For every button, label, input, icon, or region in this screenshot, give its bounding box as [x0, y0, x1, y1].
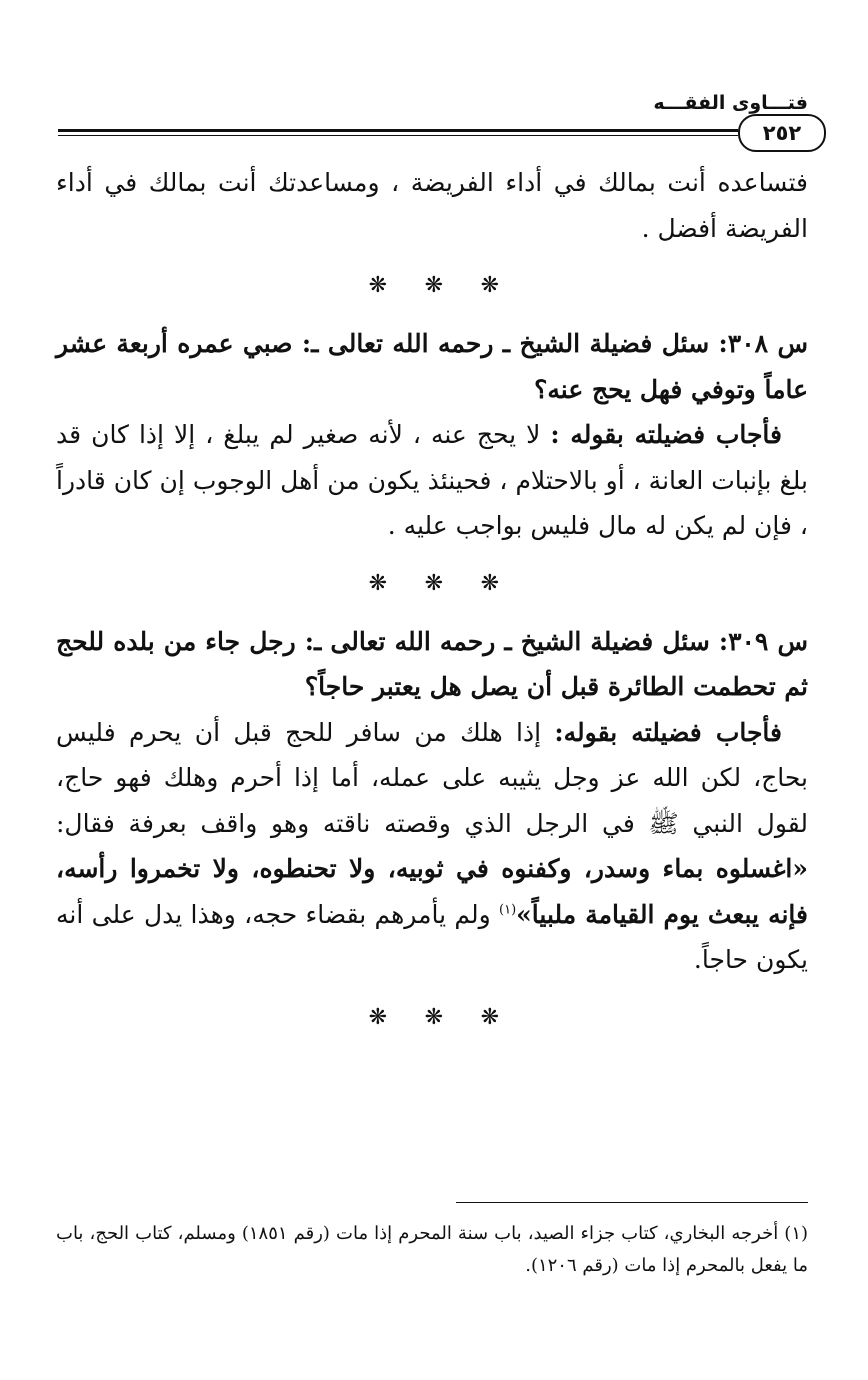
section-separator: [56, 549, 808, 619]
intro-paragraph: فتساعده أنت بمالك في أداء الفريضة ، ومساعدتك أنت بمالك في أداء الفريضة أفضل .: [56, 168, 808, 243]
page-body: [56, 160, 808, 1053]
header-rule-thin: [58, 135, 738, 136]
footnote-rule: [456, 1202, 808, 1203]
star-ornament-icon: ❋: [368, 570, 387, 596]
footnotes: [56, 1218, 808, 1282]
answer-label: فأجاب فضيلته بقوله :: [550, 420, 782, 449]
header-rule: [58, 129, 738, 132]
question-308: س ٣٠٨: سئل فضيلة الشيخ ـ رحمه الله تعالى ـ: صبي عمره أربعة عشر عاماً وتوفي فهل يحج عنه؟: [56, 329, 808, 404]
star-ornament-icon: ❋: [480, 273, 499, 299]
answer-text: لا يحج عنه ، لأنه صغير لم يبلغ ، إلا إذا كان قد بلغ بإنبات العانة ، أو بالاحتلام ، فحينئذ يكون من أهل الوجوب إن كان قادراً ، فإن لم يكن له مال فليس بواجب عليه .: [56, 420, 808, 540]
footnote-1: (١) أخرجه البخاري، كتاب جزاء الصيد، باب سنة المحرم إذا مات (رقم ١٨٥١) ومسلم، كتاب الحج، باب ما يفعل بالمحرم إذا مات (رقم ١٢٠٦).: [56, 1223, 809, 1276]
star-ornament-icon: ❋: [480, 570, 499, 596]
star-ornament-icon: ❋: [480, 1004, 499, 1030]
star-ornament-icon: ❋: [368, 273, 387, 299]
hadith-quote: «اغسلوه بماء وسدر، وكفنوه في ثوبيه، ولا تحنطوه، ولا تخمروا رأسه، فإنه يبعث يوم القيامة ملبياً»: [56, 854, 809, 929]
footnote-reference: (١): [499, 902, 517, 918]
star-ornament-icon: ❋: [368, 1004, 387, 1030]
star-ornament-icon: ❋: [424, 1004, 443, 1030]
page-number: ٢٥٢: [762, 121, 802, 145]
running-title: فتـــاوى الفقـــه: [653, 92, 808, 114]
answer-text-continued: ولم يأمرهم بقضاء حجه، وهذا يدل على أنه يكون حاجاً.: [56, 899, 808, 974]
answer-text: إذا هلك من سافر للحج قبل أن يحرم فليس بحاج، لكن الله عز وجل يثيبه على عمله، أما إذا أحرم وهلك فهو حاج، لقول النبي ﷺ في الرجل الذي وقصته ناقته وهو واقف بعرفة فقال:: [56, 717, 808, 838]
page-number-badge: [738, 114, 826, 152]
answer-309: [56, 710, 808, 983]
section-separator: [56, 251, 808, 321]
answer-label: فأجاب فضيلته بقوله:: [554, 717, 782, 747]
star-ornament-icon: ❋: [424, 273, 443, 299]
section-separator: [56, 983, 808, 1053]
question-309: س ٣٠٩: سئل فضيلة الشيخ ـ رحمه الله تعالى ـ: رجل جاء من بلده للحج ثم تحطمت الطائرة قبل أن يصل هل يعتبر حاجاً؟: [56, 626, 808, 701]
star-ornament-icon: ❋: [424, 570, 443, 596]
answer-308: [56, 412, 808, 549]
